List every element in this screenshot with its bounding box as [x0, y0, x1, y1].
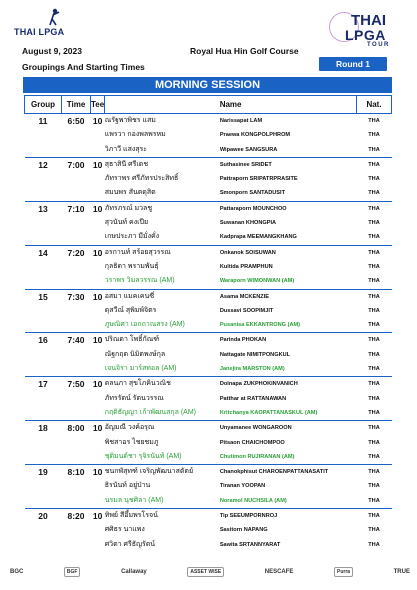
player-english-name: Parinda PHOKAN [219, 337, 267, 344]
player-nationality-cell [357, 245, 392, 289]
tee-time: 8:10 [62, 465, 91, 509]
player-english-name: Tiranan YOOPAN [219, 483, 266, 490]
tee-time: 8:20 [62, 509, 91, 552]
player-thai-name: อัญมณี วงค์อรุณ [104, 424, 155, 432]
tee-number: 10 [91, 201, 105, 245]
tee-number: 10 [91, 509, 105, 552]
groupings-table [24, 95, 392, 552]
player-thai-name: อสมา แมคเคนซี่ [104, 292, 155, 300]
table-row [25, 509, 392, 552]
group-number: 12 [25, 157, 62, 201]
player-nationality: THA [368, 453, 380, 460]
player-thai-name: ปริณดา โพธิ์กัณฑ์ [104, 336, 160, 344]
player-thai-name: อรกานท์ สร้อยสุวรรณ [104, 248, 171, 256]
player-english-name: Narissapat LAM [219, 118, 263, 124]
player-thai-name: พิชสาอร ไชยชมภู [104, 438, 159, 446]
player-thai-name: กฤติธัญญา เก้าพัฒนสกุล (AM) [104, 408, 196, 416]
player-english-name-cell [220, 245, 357, 289]
player-english-name-cell [220, 333, 357, 377]
player-nationality: THA [368, 497, 380, 504]
table-row [25, 201, 392, 245]
player-thai-name: แพรวา กองพลพรหม [104, 131, 166, 139]
player-thai-name-cell [105, 201, 220, 245]
player-thai-name: ภัทรรัตน์ รัตนวรรณ [104, 394, 164, 402]
player-thai-name: ณัฐกฤต นิมิตพงษ์กุล [104, 350, 166, 358]
tee-time: 7:10 [62, 201, 91, 245]
player-nationality: THA [368, 513, 380, 520]
logo-thai-text: THAI [351, 12, 386, 29]
sponsor-logo: TRUE [393, 569, 410, 575]
table-row [25, 157, 392, 201]
player-english-name-cell [220, 114, 357, 158]
player-thai-name: เกษประภา มีมั่งคั่ง [104, 233, 160, 241]
player-nationality: THA [368, 322, 380, 329]
player-english-name: Sawita SRTANNYARAT [219, 541, 281, 548]
player-nationality-cell [357, 421, 392, 465]
table-row [25, 465, 392, 509]
player-thai-name: สุวนันท์ คงเปีย [104, 219, 149, 227]
player-thai-name: ศวิตา ศรีธัญรัตน์ [104, 540, 156, 548]
player-english-name-cell [220, 377, 357, 421]
player-thai-name-cell [105, 509, 220, 552]
tee-number: 10 [91, 421, 105, 465]
golfer-icon [46, 8, 62, 26]
player-english-name: Suthasinee SRIDET [219, 161, 272, 168]
tee-number: 10 [91, 245, 105, 289]
player-english-name: Unyamanee WONGAROON [219, 425, 292, 432]
table-row [25, 333, 392, 377]
player-thai-name-cell [105, 421, 220, 465]
player-thai-name: ดุสวีณ์ สุพิมพ์จิตร [104, 306, 157, 314]
table-row [25, 114, 392, 158]
player-english-name: Sasitorn NAPANG [219, 527, 268, 534]
player-thai-name: เจนจิรา มาร์สทอล (AM) [104, 365, 177, 373]
player-english-name: Pitsaon CHAICHOMPOO [219, 439, 285, 446]
player-nationality: THA [368, 118, 380, 124]
player-english-name: Noramol NUCHSILA (AM) [219, 497, 287, 504]
player-thai-name-cell [105, 289, 220, 333]
group-number: 15 [25, 289, 62, 333]
group-number: 14 [25, 245, 62, 289]
sponsor-logo: BGF [64, 567, 81, 577]
table-header-row [25, 96, 392, 114]
player-english-name: Dolnapa ZUKPHOKINVANICH [219, 381, 298, 388]
player-english-name-cell [220, 201, 357, 245]
sponsor-logo: NESCAFE [264, 569, 294, 575]
group-number: 19 [25, 465, 62, 509]
player-english-name: Kultida PRAMPHUN [219, 263, 273, 270]
session-title: MORNING SESSION [23, 77, 392, 93]
sponsor-logo: BGC [10, 569, 24, 575]
player-nationality: THA [368, 220, 380, 227]
event-date: August 9, 2023 [22, 46, 82, 56]
player-nationality: THA [368, 381, 380, 388]
player-thai-name-cell [105, 465, 220, 509]
player-nationality: THA [368, 395, 380, 402]
player-nationality: THA [368, 337, 380, 344]
player-english-name: Kadprapa MEEMANGKHANG [219, 234, 297, 241]
player-nationality: THA [368, 263, 380, 270]
player-nationality-cell [357, 157, 392, 201]
player-thai-name: ทิพย์ สีอึ้มพรโรจน์ [104, 512, 158, 520]
col-nat: Nat. [357, 96, 392, 114]
player-english-name: Nattagate NIMITPONGKUL [219, 351, 291, 358]
player-english-name: Onkanok SOISUWAN [219, 249, 276, 256]
player-thai-name: นรมล นุชศิลา (AM) [104, 496, 164, 504]
player-nationality: THA [368, 132, 380, 139]
player-thai-name: ธิรนันท์ อยู่ป่าน [104, 482, 151, 490]
player-english-name: Dussavi SOOPIMJIT [219, 307, 274, 314]
player-nationality: THA [368, 307, 380, 314]
sponsor-logo: ASSET WISE [187, 567, 224, 577]
player-english-name: Wipawee SANGSURA [219, 146, 278, 153]
tee-number: 10 [91, 114, 105, 158]
player-english-name: Patthar at RATTANAWAN [219, 395, 287, 402]
player-nationality-cell [357, 114, 392, 158]
player-thai-name-cell [105, 245, 220, 289]
player-thai-name: ชนกพัสุทฑ์ เจริญพัฒนาสตัตย์ [104, 468, 194, 476]
player-english-name: Chanokphisut CHAROENPATTANASATIT [219, 469, 329, 476]
col-time: Time [62, 96, 91, 114]
player-english-name: Asama MCKENZIE [219, 293, 269, 300]
group-number: 13 [25, 201, 62, 245]
player-english-name: Smonporn SANTADUSIT [219, 190, 285, 197]
thai-lpga-logo [14, 8, 94, 42]
player-thai-name: กุลธิดา พรามพันธุ์ [104, 262, 159, 270]
group-number: 16 [25, 333, 62, 377]
page-subtitle: Groupings And Starting Times [22, 62, 145, 72]
player-thai-name: ชุติมนต์ชา รุจิรนันท์ (AM) [104, 452, 182, 460]
tee-time: 7:00 [62, 157, 91, 201]
player-nationality: THA [368, 541, 380, 548]
player-nationality: THA [368, 249, 380, 256]
logo-tour-text: TOUR [367, 42, 390, 48]
player-nationality: THA [368, 409, 380, 416]
tee-time: 8:00 [62, 421, 91, 465]
group-number: 18 [25, 421, 62, 465]
player-nationality: THA [368, 483, 380, 490]
player-english-name-cell [220, 465, 357, 509]
player-english-name: Praewa KONGPOLPHROM [219, 132, 291, 139]
group-number: 17 [25, 377, 62, 421]
player-nationality: THA [368, 527, 380, 534]
player-nationality-cell [357, 465, 392, 509]
player-english-name-cell [220, 289, 357, 333]
player-thai-name: ภัทราพร ศรีภัทรประสิทธิ์ [104, 175, 179, 183]
tee-number: 10 [91, 465, 105, 509]
player-english-name: Pusanisa EKKANTRONG (AM) [219, 322, 301, 329]
sponsor-logo: Callaway [121, 569, 147, 575]
player-nationality: THA [368, 278, 380, 285]
course-name: Royal Hua Hin Golf Course [190, 46, 299, 56]
logo-lpga-text: LPGA [345, 27, 386, 43]
player-thai-name: ดลนภา สุขโภคินวณิช [104, 380, 171, 388]
group-number: 20 [25, 509, 62, 552]
player-nationality: THA [368, 205, 380, 212]
player-english-name: Pattraporn SRIPATRPRASITE [219, 176, 298, 183]
player-english-name: Tip SEEUMPORNROJ [219, 513, 278, 520]
tee-time: 7:20 [62, 245, 91, 289]
player-nationality-cell [357, 509, 392, 552]
col-group: Group [25, 96, 62, 114]
sponsor-logo: Purra [334, 567, 353, 577]
player-english-name: Suwanan KHONGPIA [219, 220, 277, 227]
player-thai-name: วราพร วิมลวรรณ (AM) [104, 277, 175, 285]
player-nationality: THA [368, 234, 380, 241]
player-thai-name: ภูษณิศา เอกถาณสรง (AM) [104, 321, 185, 329]
tee-number: 10 [91, 333, 105, 377]
player-english-name: Janejira MARSTON (AM) [219, 366, 285, 373]
table-row [25, 421, 392, 465]
player-nationality: THA [368, 439, 380, 446]
sponsor-strip [10, 562, 410, 582]
tee-time: 7:30 [62, 289, 91, 333]
player-nationality: THA [368, 161, 380, 168]
player-thai-name: สมนพร สันตดุสิต [104, 189, 156, 197]
player-english-name-cell [220, 509, 357, 552]
player-nationality: THA [368, 366, 380, 373]
left-logo-text: THAI LPGA [14, 27, 65, 37]
round-button[interactable]: Round 1 [319, 57, 387, 71]
player-thai-name: สุธาสินี ศรีเดช [104, 160, 149, 168]
player-nationality-cell [357, 289, 392, 333]
player-english-name-cell [220, 421, 357, 465]
col-tee: Tee [91, 96, 105, 114]
player-nationality: THA [368, 425, 380, 432]
player-nationality-cell [357, 377, 392, 421]
tee-time: 7:40 [62, 333, 91, 377]
table-row [25, 377, 392, 421]
col-name: Name [105, 96, 357, 114]
player-english-name: Kritchanya KAOPATTANASKUL (AM) [219, 409, 318, 416]
player-english-name-cell [220, 157, 357, 201]
player-thai-name: ภัทรภรณ์ มวลชู [104, 204, 153, 212]
player-thai-name-cell [105, 377, 220, 421]
thai-lpga-tour-logo [329, 10, 409, 50]
player-nationality: THA [368, 146, 380, 153]
group-number: 11 [25, 114, 62, 158]
tee-time: 6:50 [62, 114, 91, 158]
player-thai-name-cell [105, 114, 220, 158]
player-thai-name-cell [105, 157, 220, 201]
table-row [25, 289, 392, 333]
player-nationality-cell [357, 333, 392, 377]
player-nationality-cell [357, 201, 392, 245]
player-nationality: THA [368, 469, 380, 476]
player-english-name: Pattaraporn MOUNCHOO [219, 205, 287, 212]
player-nationality: THA [368, 176, 380, 183]
player-thai-name-cell [105, 333, 220, 377]
tee-number: 10 [91, 289, 105, 333]
table-row [25, 245, 392, 289]
tee-time: 7:50 [62, 377, 91, 421]
player-english-name: Chutimon RUJIRANAN (AM) [219, 453, 295, 460]
player-thai-name: ศศิธร นาแพง [104, 526, 145, 534]
player-nationality: THA [368, 351, 380, 358]
player-nationality: THA [368, 293, 380, 300]
player-nationality: THA [368, 190, 380, 197]
player-english-name: Waraporn WIMONWAN (AM) [219, 278, 295, 285]
player-thai-name: ณรัฐพาพิชร แสม [104, 117, 156, 124]
player-thai-name: วิภาวี แสงสุระ [104, 145, 148, 153]
tee-number: 10 [91, 377, 105, 421]
tee-number: 10 [91, 157, 105, 201]
